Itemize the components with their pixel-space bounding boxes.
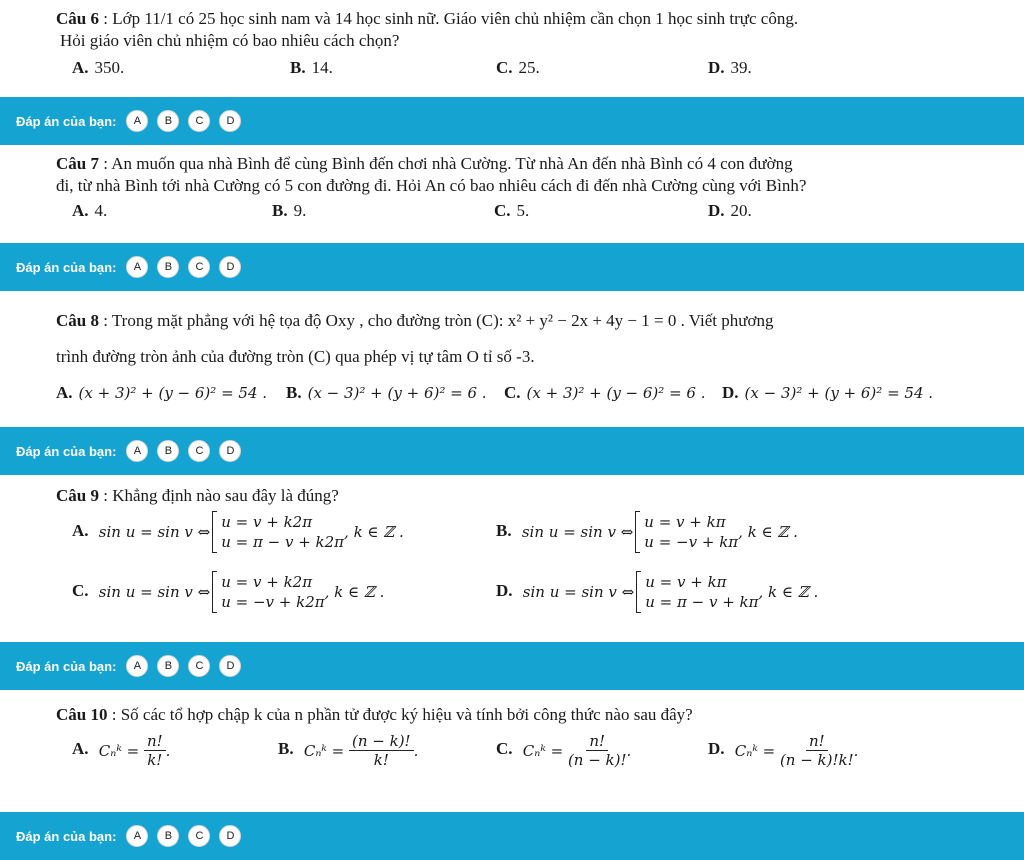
answer-bar-label: Đáp án của bạn: <box>16 113 117 129</box>
question-9-options <box>72 511 994 641</box>
answer-choice-c[interactable]: C <box>188 655 210 677</box>
answer-bar-q7 <box>0 243 1024 291</box>
answer-choice-a[interactable]: A <box>126 440 148 462</box>
answer-choice-d[interactable]: D <box>219 110 241 132</box>
answer-choice-d[interactable]: D <box>219 440 241 462</box>
option-b: B. sin u = sin v ⇔ u = v + kπ u = −v + kπ , k ∈ ℤ . <box>496 513 798 551</box>
answer-choice-c[interactable]: C <box>188 256 210 278</box>
answer-choice-d[interactable]: D <box>219 655 241 677</box>
option-a: A. 350. <box>72 58 125 77</box>
question-9-title: Câu 9 <box>56 486 99 505</box>
option-d: D. 20. <box>708 201 752 220</box>
answer-choice-d[interactable]: D <box>219 825 241 847</box>
option-c: C. (x + 3)² + (y − 6)² = 6 . <box>504 383 706 402</box>
option-a: A. (x + 3)² + (y − 6)² = 54 . <box>56 383 268 402</box>
answer-choice-c[interactable]: C <box>188 440 210 462</box>
option-d: D. Cₙᵏ = $\frac{n!}{(n - k)!k!}$ . <box>708 732 859 769</box>
question-6-options <box>72 58 994 80</box>
question-8-text: : Trong mặt phẳng với hệ tọa độ Oxy , cho đường tròn (C): x² + y² − 2x + 4y − 1 = 0 . Viết phương <box>103 311 774 330</box>
option-b: B. Cₙᵏ = $\frac{(n - k)!}{k!}$ . <box>278 732 419 769</box>
answer-choice-a[interactable]: A <box>126 825 148 847</box>
question-7-title: Câu 7 <box>56 154 99 173</box>
answer-bar-label: Đáp án của bạn: <box>16 259 117 275</box>
question-6-stem <box>56 8 984 52</box>
question-10-options <box>72 732 994 782</box>
answer-choice-b[interactable]: B <box>157 110 179 132</box>
option-c: C. 5. <box>494 201 530 220</box>
option-b: B. (x − 3)² + (y + 6)² = 6 . <box>286 383 487 402</box>
question-7-text: : An muốn qua nhà Bình để cùng Bình đến chơi nhà Cường. Từ nhà An đến nhà Bình có 4 con đường <box>103 154 793 173</box>
question-10-stem <box>56 704 984 726</box>
answer-choice-b[interactable]: B <box>157 825 179 847</box>
answer-choice-d[interactable]: D <box>219 256 241 278</box>
answer-choice-a[interactable]: A <box>126 110 148 132</box>
question-6-title: Câu 6 <box>56 9 99 28</box>
answer-bar-q9 <box>0 642 1024 690</box>
answer-bar-q10 <box>0 812 1024 860</box>
question-7-options <box>72 201 994 223</box>
question-10-text: : Số các tổ hợp chập k của n phần tử được ký hiệu và tính bởi công thức nào sau đây? <box>111 705 693 724</box>
answer-choice-b[interactable]: B <box>157 655 179 677</box>
answer-bar-q8 <box>0 427 1024 475</box>
answer-bar-label: Đáp án của bạn: <box>16 828 117 844</box>
answer-choice-c[interactable]: C <box>188 110 210 132</box>
question-7-stem <box>56 153 984 197</box>
question-9-text: : Khẳng định nào sau đây là đúng? <box>103 486 339 505</box>
question-8-text-line2: trình đường tròn ảnh của đường tròn (C) qua phép vị tự tâm O tỉ số -3. <box>56 347 535 366</box>
option-c: C. 25. <box>496 58 540 77</box>
question-8-options <box>56 383 994 405</box>
answer-choice-b[interactable]: B <box>157 256 179 278</box>
answer-choice-c[interactable]: C <box>188 825 210 847</box>
answer-choice-a[interactable]: A <box>126 256 148 278</box>
option-a: A. Cₙᵏ = $\frac{n!}{k!}$ . <box>72 732 171 769</box>
option-a: A. sin u = sin v ⇔ u = v + k2π u = π − v + k2π , k ∈ ℤ . <box>72 513 404 551</box>
option-b: B. 14. <box>290 58 333 77</box>
answer-bar-q6 <box>0 97 1024 145</box>
option-a: A. 4. <box>72 201 108 220</box>
question-10-title: Câu 10 <box>56 705 108 724</box>
question-8-title: Câu 8 <box>56 311 99 330</box>
option-d: D. sin u = sin v ⇔ u = v + kπ u = π − v + kπ , k ∈ ℤ . <box>496 573 819 611</box>
answer-bar-label: Đáp án của bạn: <box>16 443 117 459</box>
option-b: B. 9. <box>272 201 307 220</box>
question-9-stem <box>56 485 984 507</box>
answer-choice-a[interactable]: A <box>126 655 148 677</box>
question-6-text: : Lớp 11/1 có 25 học sinh nam và 14 học sinh nữ. Giáo viên chủ nhiệm cần chọn 1 học sinh trực công. <box>103 9 799 28</box>
option-c: C. sin u = sin v ⇔ u = v + k2π u = −v + k2π , k ∈ ℤ . <box>72 573 385 611</box>
option-c: C. Cₙᵏ = $\frac{n!}{(n - k)!}$ . <box>496 732 632 769</box>
question-8-stem <box>56 303 984 375</box>
answer-choice-b[interactable]: B <box>157 440 179 462</box>
option-d: D. 39. <box>708 58 752 77</box>
question-7-text-line2: đi, từ nhà Bình tới nhà Cường có 5 con đường đi. Hỏi An có bao nhiêu cách đi đến nhà Cường cùng với Bình? <box>56 176 807 195</box>
option-d: D. (x − 3)² + (y + 6)² = 54 . <box>722 383 934 402</box>
answer-bar-label: Đáp án của bạn: <box>16 658 117 674</box>
question-6-text-line2: Hỏi giáo viên chủ nhiệm có bao nhiêu cách chọn? <box>60 31 400 50</box>
